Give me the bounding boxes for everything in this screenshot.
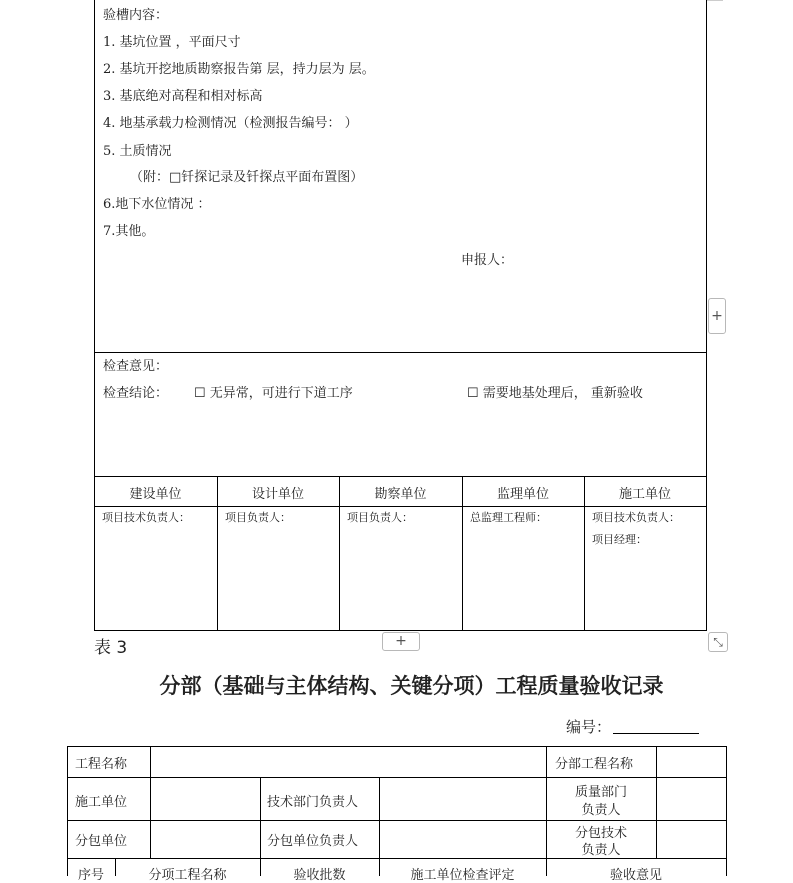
conclusion-label: 检查结论： [103, 386, 169, 401]
sub-unit-head-label: 分包单位负责人 [267, 834, 359, 849]
table-label: 表 3 [94, 638, 128, 658]
inspection-title: 检查意见： [103, 359, 169, 374]
subcontractor-label: 分包单位 [75, 834, 128, 849]
item-3: 3. 基底绝对高程和相对标高 [103, 89, 263, 104]
applicant-label: 申报人： [461, 253, 514, 268]
number-underline[interactable] [613, 733, 699, 734]
item-4: 4. 地基承载力检测情况（检测报告编号： ） [103, 116, 358, 131]
col-header-index: 序号 [77, 868, 104, 883]
col-header-contractor-eval: 施工单位检查评定 [410, 868, 515, 883]
supervision-person: 总监理工程师： [470, 511, 547, 524]
unit-header-construction: 施工单位 [618, 487, 671, 502]
page-edge-line [707, 0, 723, 1]
number-label: 编号： [566, 718, 612, 736]
item-7: 7.其他。 [103, 224, 155, 239]
quality-dept-head-label: 负责人 [581, 803, 621, 818]
add-row-button[interactable]: + [382, 632, 420, 651]
col-header-batch-count: 验收批数 [293, 868, 346, 883]
item-2: 2. 基坑开挖地质勘察报告第 层，持力层为 层。 [103, 62, 375, 77]
owner-person: 项目技术负责人： [102, 511, 190, 524]
construction-manager: 项目经理： [592, 533, 647, 546]
unit-header-design: 设计单位 [251, 487, 304, 502]
item-5: 5. 土质情况 [103, 144, 172, 159]
sub-project-name-label: 分部工程名称 [555, 757, 634, 772]
unit-header-owner: 建设单位 [129, 487, 182, 502]
resize-table-handle[interactable]: ⤡ [708, 632, 728, 652]
construction-unit-label: 施工单位 [75, 795, 128, 810]
quality-dept-label: 质量部门 [574, 785, 627, 800]
item-1: 1. 基坑位置 ，平面尺寸 [103, 35, 241, 50]
option-needs-treatment[interactable]: ☐ 需要地基处理后， 重新验收 [467, 386, 643, 401]
project-name-label: 工程名称 [75, 757, 128, 772]
item-6: 6.地下水位情况 ： [103, 197, 211, 212]
add-column-button[interactable]: + [708, 298, 726, 334]
tech-dept-head-label: 技术部门负责人 [267, 795, 359, 810]
option-no-anomaly[interactable]: ☐ 无异常，可进行下道工序 [194, 386, 353, 401]
col-header-item-name: 分项工程名称 [148, 868, 227, 883]
section-title: 验槽内容： [103, 8, 169, 23]
unit-header-supervision: 监理单位 [496, 487, 549, 502]
page-title: 分部（基础与主体结构、关键分项）工程质量验收记录 [159, 674, 664, 698]
sub-tech-label: 分包技术 [574, 826, 627, 841]
design-person: 项目负责人： [225, 511, 291, 524]
unit-header-survey: 勘察单位 [374, 487, 427, 502]
col-header-opinion: 验收意见 [609, 868, 662, 883]
sub-tech-head-label: 负责人 [581, 843, 621, 858]
survey-person: 项目负责人： [347, 511, 413, 524]
item-5-attachment: （附：□钎探记录及钎探点平面布置图） [130, 170, 364, 185]
construction-tech-person: 项目技术负责人： [592, 511, 680, 524]
